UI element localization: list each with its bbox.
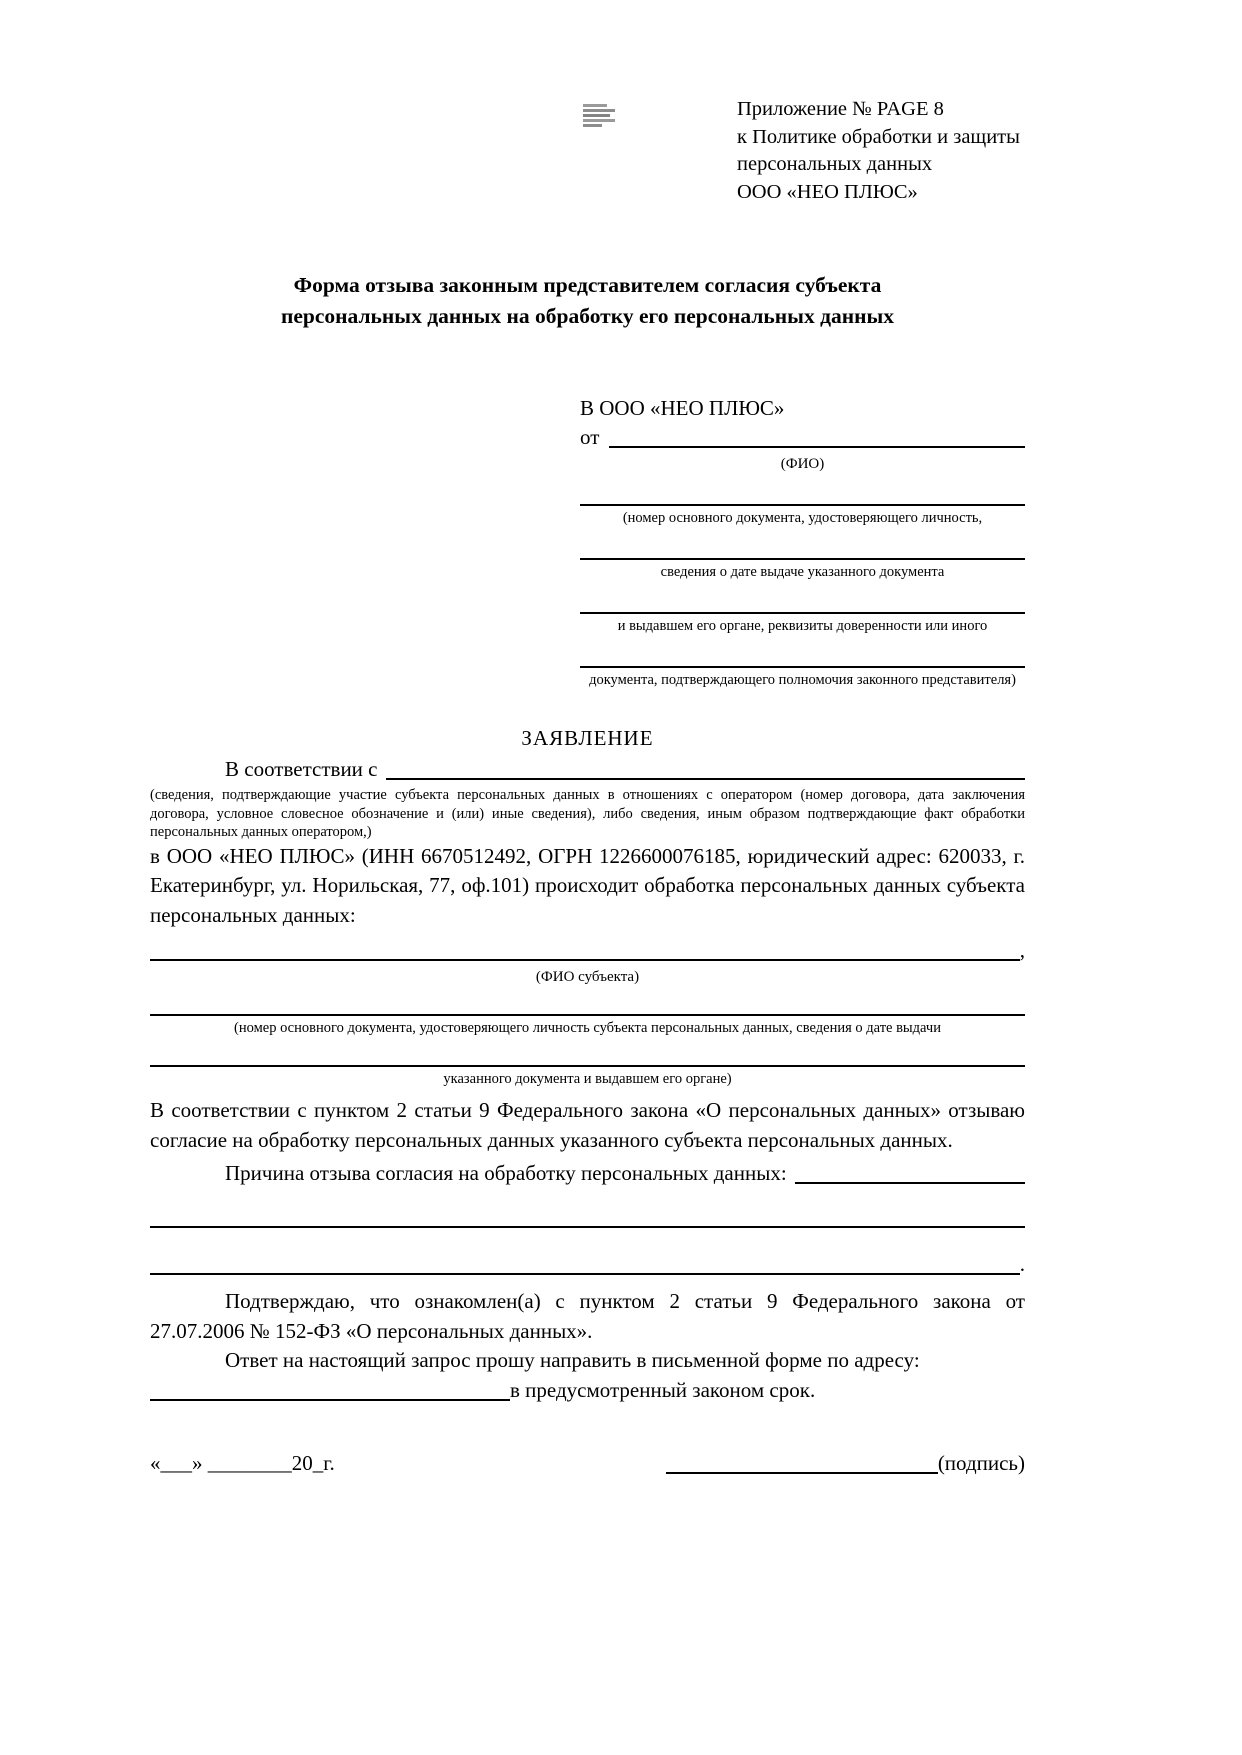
subject-fio-blank-line[interactable] <box>150 959 1020 961</box>
header-line: персональных данных <box>737 153 933 175</box>
blank-line[interactable] <box>150 1014 1025 1016</box>
trailing-comma: , <box>1019 938 1025 962</box>
blank-caption: документа, подтверждающего полномочия законного представителя) <box>589 672 1016 688</box>
header-line: к Политике обработки и защиты <box>737 125 1020 148</box>
blank-line[interactable] <box>150 1065 1025 1067</box>
date-blank[interactable]: «___» ________20_г. <box>150 1450 335 1475</box>
signature-group <box>666 1449 1025 1478</box>
basis-fine-print: (сведения, подтверждающие участие субъекта персональных данных в отношениях с оператором (номер договора, дата заключения договора, условное словесное обозначение и (или) иные сведения), либо сведения, иным образом подтверждающие факт обработки персональных данных оператором,) <box>150 787 1025 840</box>
subject-doc-caption: указанного документа и выдавшем его органе) <box>443 1071 732 1087</box>
subject-fio-caption: (ФИО субъекта) <box>535 969 640 985</box>
doc-info-group <box>580 504 1025 527</box>
operator-paragraph: в ООО «НЕО ПЛЮС» (ИНН 6670512492, ОГРН 1226600076185, юридический адрес: 620033, г. Екатеринбург, ул. Норильская, 77, оф.101) происходит обработка персональных данных субъекта персональных данных: <box>150 843 1025 927</box>
fio-caption: (ФИО) <box>780 456 825 472</box>
from-label: от <box>580 425 600 449</box>
signature-blank-line[interactable] <box>666 1472 938 1474</box>
reason-blank-row-3 <box>150 1250 1025 1279</box>
signature-caption: (подпись) <box>937 1450 1025 1475</box>
reply-request-line: Ответ на настоящий запрос прошу направить в письменной форме по адресу: <box>225 1348 920 1372</box>
doc-info-group <box>580 558 1025 581</box>
blank-caption: (номер основного документа, удостоверяющего личность, <box>622 510 983 526</box>
reason-blank-line[interactable] <box>795 1182 1025 1184</box>
reason-label: Причина отзыва согласия на обработку персональных данных: <box>225 1161 787 1185</box>
doc-info-group <box>580 666 1025 689</box>
subject-fio-row <box>150 936 1025 965</box>
form-title-line: персональных данных на обработку его персональных данных <box>280 304 895 328</box>
reason-blank-line-3[interactable] <box>150 1273 1020 1275</box>
trailing-period: . <box>1019 1252 1025 1276</box>
in-accordance-label: В соответствии с <box>225 757 378 781</box>
in-accordance-row <box>150 755 1025 784</box>
basis-blank-line[interactable] <box>386 778 1026 780</box>
header-line: ООО «НЕО ПЛЮС» <box>737 180 918 203</box>
reason-blank-line-2[interactable] <box>150 1226 1025 1228</box>
blank-line[interactable] <box>580 504 1025 506</box>
blank-line[interactable] <box>580 666 1025 668</box>
reply-address-row <box>150 1376 1025 1405</box>
address-blank-line[interactable] <box>150 1399 510 1401</box>
header-line: Приложение № PAGE 8 <box>737 98 944 120</box>
reason-row <box>150 1159 1025 1188</box>
blank-line[interactable] <box>580 558 1025 560</box>
form-title-line: Форма отзыва законным представителем согласия субъекта <box>293 273 882 297</box>
reply-tail: в предусмотренный законом срок. <box>510 1377 816 1402</box>
blank-line[interactable] <box>580 612 1025 614</box>
form-title <box>150 270 1025 332</box>
fio-blank-line[interactable] <box>609 446 1025 448</box>
from-row <box>580 423 1025 452</box>
addressee-to: В ООО «НЕО ПЛЮС» <box>580 396 785 420</box>
doc-info-group <box>580 612 1025 635</box>
signature-footer <box>150 1449 1025 1478</box>
blank-caption: и выдавшем его органе, реквизиты доверенности или иного <box>617 618 988 634</box>
addressee-block <box>580 394 1025 689</box>
appendix-header <box>737 96 1020 206</box>
field-code-icon <box>583 104 615 127</box>
statement-heading: ЗАЯВЛЕНИЕ <box>521 726 654 750</box>
subject-doc-caption: (номер основного документа, удостоверяющего личность субъекта персональных данных, сведения о дате выдачи <box>234 1020 941 1036</box>
confirmation-paragraph: Подтверждаю, что ознакомлен(а) с пунктом 2 статьи 9 Федерального закона от 27.07.2006 № 152-ФЗ «О персональных данных». <box>150 1289 1025 1343</box>
withdrawal-paragraph: В соответствии с пунктом 2 статьи 9 Федерального закона «О персональных данных» отзываю согласие на обработку персональных данных указанного субъекта персональных данных. <box>150 1098 1025 1152</box>
blank-caption: сведения о дате выдаче указанного документа <box>660 564 945 580</box>
document-content <box>150 270 1025 1478</box>
